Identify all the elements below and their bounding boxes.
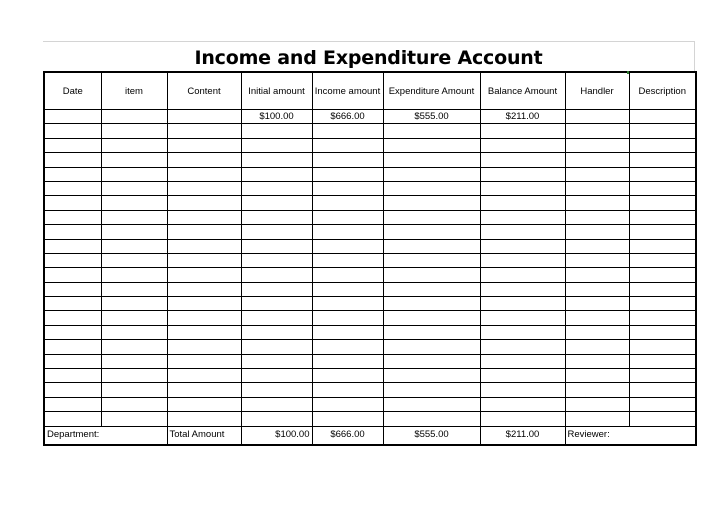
total-amount-label: Total Amount: [167, 426, 241, 445]
cell-content[interactable]: [167, 369, 241, 383]
cell-date[interactable]: [44, 412, 101, 426]
cell-expenditure-amount[interactable]: [383, 325, 480, 339]
table-row: [44, 268, 696, 282]
cell-content[interactable]: [167, 153, 241, 167]
table-row: [44, 124, 696, 138]
table-row: [44, 153, 696, 167]
footer-row: [44, 426, 696, 445]
cell-expenditure-amount[interactable]: $555.00: [383, 110, 480, 124]
cell-initial-amount[interactable]: [241, 325, 312, 339]
cell-balance-amount[interactable]: [480, 253, 565, 267]
cell-item[interactable]: [101, 354, 167, 368]
column-header-income-amount: Income amount: [312, 72, 383, 110]
cell-item[interactable]: [101, 311, 167, 325]
cell-expenditure-amount[interactable]: [383, 340, 480, 354]
table-row: [44, 340, 696, 354]
cell-income-amount[interactable]: [312, 354, 383, 368]
income-expenditure-sheet: [43, 41, 695, 446]
cell-description[interactable]: [629, 311, 696, 325]
cell-balance-amount[interactable]: [480, 397, 565, 411]
cell-content[interactable]: [167, 110, 241, 124]
cell-description[interactable]: [629, 110, 696, 124]
cell-content[interactable]: [167, 138, 241, 152]
cell-description[interactable]: [629, 412, 696, 426]
cell-description[interactable]: [629, 383, 696, 397]
cell-date[interactable]: [44, 268, 101, 282]
column-header-initial-amount: Initial amount: [241, 72, 312, 110]
cell-income-amount[interactable]: [312, 397, 383, 411]
cell-balance-amount[interactable]: [480, 325, 565, 339]
cell-income-amount[interactable]: [312, 196, 383, 210]
cell-handler[interactable]: [565, 210, 629, 224]
cell-expenditure-amount[interactable]: [383, 196, 480, 210]
cell-date[interactable]: [44, 196, 101, 210]
cell-expenditure-amount[interactable]: [383, 383, 480, 397]
cell-handler[interactable]: [565, 297, 629, 311]
cell-initial-amount[interactable]: [241, 153, 312, 167]
cell-item[interactable]: [101, 282, 167, 296]
cell-expenditure-amount[interactable]: [383, 354, 480, 368]
column-header-date: Date: [44, 72, 101, 110]
cell-handler[interactable]: [565, 181, 629, 195]
cell-description[interactable]: [629, 167, 696, 181]
table-row: [44, 138, 696, 152]
cell-expenditure-amount[interactable]: [383, 181, 480, 195]
cell-expenditure-amount[interactable]: [383, 253, 480, 267]
table-row: [44, 239, 696, 253]
cell-content[interactable]: [167, 196, 241, 210]
cell-income-amount[interactable]: [312, 412, 383, 426]
reviewer-label: Reviewer:: [565, 426, 696, 445]
cell-date[interactable]: [44, 383, 101, 397]
cell-balance-amount[interactable]: [480, 297, 565, 311]
cell-handler[interactable]: [565, 167, 629, 181]
cell-expenditure-amount[interactable]: [383, 282, 480, 296]
cell-income-amount[interactable]: [312, 153, 383, 167]
cell-handler[interactable]: [565, 138, 629, 152]
cell-item[interactable]: [101, 325, 167, 339]
cell-expenditure-amount[interactable]: [383, 311, 480, 325]
cell-income-amount[interactable]: [312, 340, 383, 354]
cell-content[interactable]: [167, 253, 241, 267]
cell-income-amount[interactable]: [312, 225, 383, 239]
cell-expenditure-amount[interactable]: [383, 138, 480, 152]
cell-income-amount[interactable]: [312, 311, 383, 325]
cell-date[interactable]: [44, 181, 101, 195]
cell-balance-amount[interactable]: $211.00: [480, 110, 565, 124]
cell-expenditure-amount[interactable]: [383, 153, 480, 167]
cell-content[interactable]: [167, 340, 241, 354]
table-row: [44, 383, 696, 397]
cell-date[interactable]: [44, 110, 101, 124]
cell-expenditure-amount[interactable]: [383, 297, 480, 311]
column-header-handler: Handler: [565, 72, 629, 110]
income-amount-total: $666.00: [312, 426, 383, 445]
cell-item[interactable]: [101, 138, 167, 152]
cell-content[interactable]: [167, 297, 241, 311]
cell-balance-amount[interactable]: [480, 239, 565, 253]
cell-expenditure-amount[interactable]: [383, 225, 480, 239]
cell-expenditure-amount[interactable]: [383, 397, 480, 411]
table-row: [44, 397, 696, 411]
cell-description[interactable]: [629, 397, 696, 411]
cell-item[interactable]: [101, 383, 167, 397]
cell-initial-amount[interactable]: [241, 311, 312, 325]
cell-balance-amount[interactable]: [480, 412, 565, 426]
cell-content[interactable]: [167, 239, 241, 253]
cell-handler[interactable]: [565, 412, 629, 426]
cell-income-amount[interactable]: [312, 124, 383, 138]
cell-item[interactable]: [101, 153, 167, 167]
cell-income-amount[interactable]: [312, 383, 383, 397]
cell-item[interactable]: [101, 210, 167, 224]
cell-date[interactable]: [44, 282, 101, 296]
cell-item[interactable]: [101, 239, 167, 253]
cell-balance-amount[interactable]: [480, 282, 565, 296]
table-row: [44, 110, 696, 124]
cell-date[interactable]: [44, 210, 101, 224]
cell-date[interactable]: [44, 340, 101, 354]
cell-content[interactable]: [167, 282, 241, 296]
cell-balance-amount[interactable]: [480, 210, 565, 224]
cell-expenditure-amount[interactable]: [383, 239, 480, 253]
cell-description[interactable]: [629, 239, 696, 253]
cell-balance-amount[interactable]: [480, 196, 565, 210]
cell-handler[interactable]: [565, 225, 629, 239]
expenditure-amount-total: $555.00: [383, 426, 480, 445]
cell-initial-amount[interactable]: [241, 268, 312, 282]
cell-income-amount[interactable]: [312, 167, 383, 181]
table-row: [44, 325, 696, 339]
table-row: [44, 282, 696, 296]
cell-handler[interactable]: [565, 325, 629, 339]
column-header-expenditure-amount: Expenditure Amount: [383, 72, 480, 110]
cell-content[interactable]: [167, 325, 241, 339]
cell-content[interactable]: [167, 383, 241, 397]
cell-description[interactable]: [629, 138, 696, 152]
cell-income-amount[interactable]: [312, 282, 383, 296]
cell-description[interactable]: [629, 253, 696, 267]
cell-handler[interactable]: [565, 124, 629, 138]
cell-content[interactable]: [167, 397, 241, 411]
cell-description[interactable]: [629, 210, 696, 224]
cell-handler[interactable]: [565, 383, 629, 397]
table-row: [44, 354, 696, 368]
cell-income-amount[interactable]: $666.00: [312, 110, 383, 124]
cell-initial-amount[interactable]: [241, 181, 312, 195]
cell-item[interactable]: [101, 268, 167, 282]
cell-content[interactable]: [167, 225, 241, 239]
cell-item[interactable]: [101, 124, 167, 138]
cell-item[interactable]: [101, 340, 167, 354]
table-row: [44, 297, 696, 311]
cell-date[interactable]: [44, 153, 101, 167]
cell-income-amount[interactable]: [312, 268, 383, 282]
balance-amount-total: $211.00: [480, 426, 565, 445]
cell-date[interactable]: [44, 253, 101, 267]
cell-description[interactable]: [629, 196, 696, 210]
cell-item[interactable]: [101, 110, 167, 124]
cell-balance-amount[interactable]: [480, 167, 565, 181]
cell-item[interactable]: [101, 397, 167, 411]
cell-balance-amount[interactable]: [480, 225, 565, 239]
cell-initial-amount[interactable]: [241, 225, 312, 239]
cell-handler[interactable]: [565, 282, 629, 296]
cell-date[interactable]: [44, 138, 101, 152]
column-header-item: item: [101, 72, 167, 110]
sheet-title: Income and Expenditure Account: [43, 41, 695, 71]
cell-date[interactable]: [44, 167, 101, 181]
cell-expenditure-amount[interactable]: [383, 268, 480, 282]
cell-description[interactable]: [629, 297, 696, 311]
cell-expenditure-amount[interactable]: [383, 369, 480, 383]
cell-balance-amount[interactable]: [480, 340, 565, 354]
cell-description[interactable]: [629, 181, 696, 195]
cell-description[interactable]: [629, 153, 696, 167]
account-table: [43, 71, 697, 446]
table-row: [44, 225, 696, 239]
cell-initial-amount[interactable]: [241, 383, 312, 397]
cell-balance-amount[interactable]: [480, 268, 565, 282]
cell-income-amount[interactable]: [312, 325, 383, 339]
table-row: [44, 369, 696, 383]
cell-content[interactable]: [167, 124, 241, 138]
cell-income-amount[interactable]: [312, 369, 383, 383]
cell-content[interactable]: [167, 412, 241, 426]
cell-handler[interactable]: [565, 196, 629, 210]
cell-description[interactable]: [629, 124, 696, 138]
cell-balance-amount[interactable]: [480, 383, 565, 397]
cell-initial-amount[interactable]: [241, 167, 312, 181]
cell-handler[interactable]: [565, 354, 629, 368]
cell-balance-amount[interactable]: [480, 311, 565, 325]
cell-handler[interactable]: [565, 268, 629, 282]
cell-description[interactable]: [629, 325, 696, 339]
cell-income-amount[interactable]: [312, 253, 383, 267]
cell-content[interactable]: [167, 311, 241, 325]
cell-date[interactable]: [44, 354, 101, 368]
cell-corner-marker: [627, 71, 629, 74]
cell-income-amount[interactable]: [312, 210, 383, 224]
cell-initial-amount[interactable]: [241, 253, 312, 267]
cell-expenditure-amount[interactable]: [383, 167, 480, 181]
cell-expenditure-amount[interactable]: [383, 412, 480, 426]
cell-date[interactable]: [44, 325, 101, 339]
table-row: [44, 253, 696, 267]
column-header-balance-amount: Balance Amount: [480, 72, 565, 110]
cell-date[interactable]: [44, 124, 101, 138]
cell-income-amount[interactable]: [312, 297, 383, 311]
cell-item[interactable]: [101, 297, 167, 311]
cell-date[interactable]: [44, 311, 101, 325]
cell-expenditure-amount[interactable]: [383, 124, 480, 138]
cell-content[interactable]: [167, 268, 241, 282]
cell-handler[interactable]: [565, 369, 629, 383]
cell-item[interactable]: [101, 412, 167, 426]
cell-initial-amount[interactable]: [241, 138, 312, 152]
table-row: [44, 196, 696, 210]
cell-initial-amount[interactable]: [241, 196, 312, 210]
cell-content[interactable]: [167, 167, 241, 181]
initial-amount-total: $100.00: [241, 426, 312, 445]
cell-handler[interactable]: [565, 340, 629, 354]
cell-initial-amount[interactable]: [241, 340, 312, 354]
cell-description[interactable]: [629, 369, 696, 383]
table-row: [44, 181, 696, 195]
cell-initial-amount[interactable]: [241, 210, 312, 224]
cell-initial-amount[interactable]: $100.00: [241, 110, 312, 124]
cell-income-amount[interactable]: [312, 239, 383, 253]
cell-item[interactable]: [101, 253, 167, 267]
cell-item[interactable]: [101, 167, 167, 181]
cell-handler[interactable]: [565, 110, 629, 124]
table-row: [44, 412, 696, 426]
cell-item[interactable]: [101, 369, 167, 383]
cell-initial-amount[interactable]: [241, 354, 312, 368]
cell-initial-amount[interactable]: [241, 239, 312, 253]
cell-initial-amount[interactable]: [241, 412, 312, 426]
table-row: [44, 210, 696, 224]
cell-item[interactable]: [101, 196, 167, 210]
cell-balance-amount[interactable]: [480, 124, 565, 138]
cell-expenditure-amount[interactable]: [383, 210, 480, 224]
cell-handler[interactable]: [565, 311, 629, 325]
cell-income-amount[interactable]: [312, 181, 383, 195]
column-header-content: Content: [167, 72, 241, 110]
cell-content[interactable]: [167, 210, 241, 224]
cell-handler[interactable]: [565, 397, 629, 411]
cell-date[interactable]: [44, 297, 101, 311]
table-row: [44, 167, 696, 181]
header-row: [44, 72, 696, 110]
cell-item[interactable]: [101, 225, 167, 239]
cell-balance-amount[interactable]: [480, 181, 565, 195]
cell-balance-amount[interactable]: [480, 369, 565, 383]
cell-initial-amount[interactable]: [241, 124, 312, 138]
cell-initial-amount[interactable]: [241, 282, 312, 296]
cell-description[interactable]: [629, 282, 696, 296]
cell-initial-amount[interactable]: [241, 397, 312, 411]
cell-balance-amount[interactable]: [480, 153, 565, 167]
cell-initial-amount[interactable]: [241, 369, 312, 383]
table-row: [44, 311, 696, 325]
cell-income-amount[interactable]: [312, 138, 383, 152]
cell-handler[interactable]: [565, 239, 629, 253]
cell-description[interactable]: [629, 354, 696, 368]
cell-description[interactable]: [629, 225, 696, 239]
cell-balance-amount[interactable]: [480, 354, 565, 368]
cell-date[interactable]: [44, 397, 101, 411]
cell-handler[interactable]: [565, 153, 629, 167]
cell-date[interactable]: [44, 239, 101, 253]
cell-date[interactable]: [44, 369, 101, 383]
cell-description[interactable]: [629, 268, 696, 282]
cell-initial-amount[interactable]: [241, 297, 312, 311]
cell-date[interactable]: [44, 225, 101, 239]
cell-content[interactable]: [167, 181, 241, 195]
cell-content[interactable]: [167, 354, 241, 368]
cell-item[interactable]: [101, 181, 167, 195]
department-label: Department:: [44, 426, 167, 445]
column-header-description: Description: [629, 72, 696, 110]
cell-description[interactable]: [629, 340, 696, 354]
cell-handler[interactable]: [565, 253, 629, 267]
cell-balance-amount[interactable]: [480, 138, 565, 152]
